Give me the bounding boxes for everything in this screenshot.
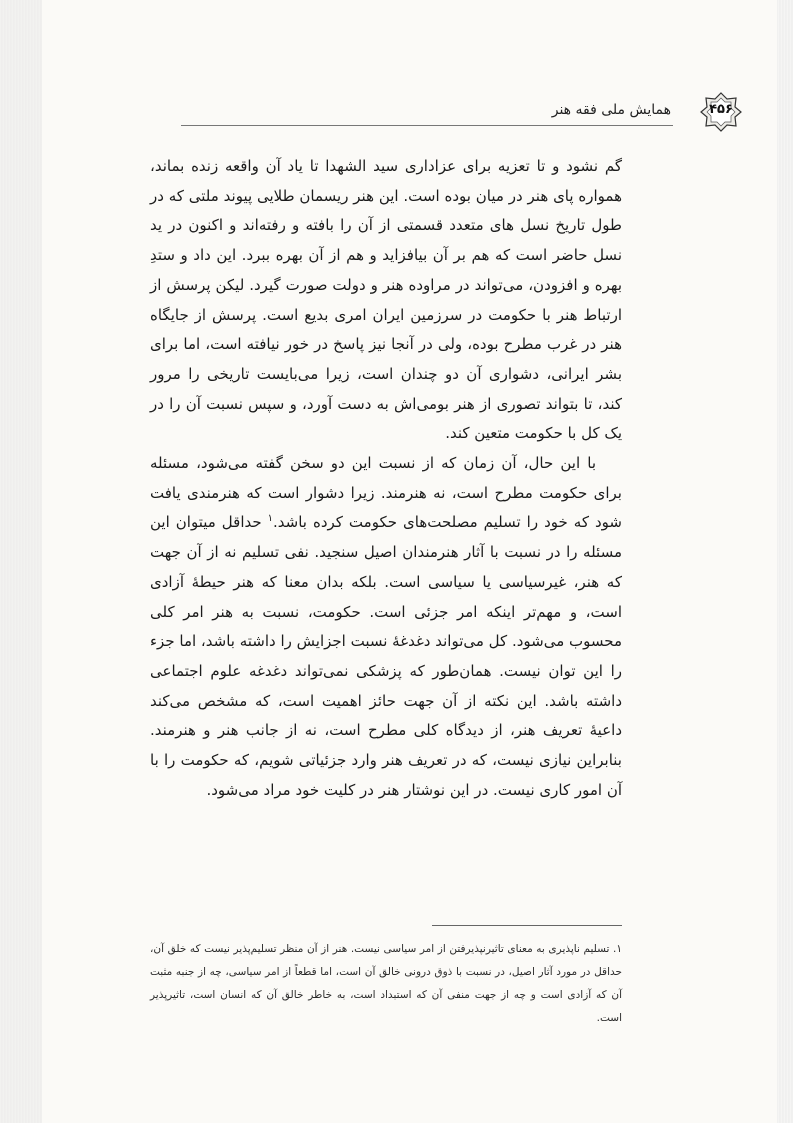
paragraph-2 [150, 449, 622, 805]
scan-edge-left [0, 0, 42, 1123]
paragraph-1: گم نشود و تا تعزیه برای عزاداری سید الشهدا تا یاد آن واقعه زنده بماند، همواره پای هنر در میان بوده است. این هنر ریسمان طلایی پیوند ملتی که در طول تاریخ نسل های متعدد قسمتی از آن را بافته و رفته‌اند و اکنون در ید نسل حاضر است که هم بر آن بیافزاید و هم از آن بهره ببرد. این داد و ستدِ بهره و افزودن، می‌تواند در مراوده هنر و دولت صورت گیرد. لیکن پرسش از ارتباط هنر با حکومت در سرزمین ایران امری بدیع است. پرسش از جایگاه هنر در غرب مطرح بوده، ولی در آنجا نیز پاسخ در خور نیافته است، اما برای بشر ایرانی، دشواری آن دو چندان است، زیرا می‌بایست تاریخی را مرور کند، تا بتواند تصوری از هنر بومی‌اش به دست آورد، و سپس نسبت آن را در یک کل با حکومت متعین کند. [150, 157, 622, 443]
body-text [150, 152, 622, 805]
page-number: ۴۵۶ [709, 102, 733, 117]
footnote-reference: ۱ [267, 513, 274, 525]
running-title: همایش ملی فقه هنر [551, 102, 671, 118]
scan-edge-right [777, 0, 793, 1123]
page-number-ornament [699, 91, 743, 133]
paragraph-2-part-1: با این حال، آن زمان که از نسبت این دو سخن گفته می‌شود، مسئله برای حکومت مطرح است، نه هنرمند. زیرا دشوار است که هنرمندی یافت شود که خود را تسلیم مصلحت‌های حکومت کرده باشد. [150, 454, 622, 532]
header-rule [181, 125, 673, 126]
footnote: ۱. تسلیم ناپذیری به معنای تاثیرنپذیرفتن از امر سیاسی نیست. هنر از آن منظر تسلیم‌پذیر نیست که خلق آن، حداقل در مورد آثار اصیل، در نسبت با ذوق درونی خالق آن است، اما قطعاً از امر سیاسی، چه از جنبه مثبت آن که آزادی است و چه از جهت منفی آن که استبداد است، به خاطر خالق آن که انسان است، تاثیرپذیر است. [150, 943, 622, 1024]
footnote-rule [432, 925, 622, 926]
paragraph-2-part-2: حداقل میتوان این مسئله را در نسبت با آثار هنرمندان اصیل سنجید. نفی تسلیم نه از آن جهت که هنر، غیرسیاسی یا سیاسی است. بلکه بدان معنا که هنر حیطهٔ آزادی است، و مهم‌تر اینکه امر جزئی است. حکومت، نسبت به هنر امر کلی محسوب می‌شود. کل می‌تواند دغدغهٔ نسبت اجزایش را داشته باشد، اما جزء را این توان نیست. همان‌طور که پزشکی نمی‌تواند دغدغه علوم اجتماعی داشته باشد. این نکته از آن جهت حائز اهمیت است، که مشخص می‌کند داعیهٔ تعریف هنر، از دیدگاه کلی مطرح است، نه از جانب هنر و هنرمند. بنابراین نیازی نیست، که در تعریف هنر وارد جزئیاتی شویم، که حکومت را با آن امور کاری نیست. در این نوشتار هنر در کلیت خود مراد می‌شود. [150, 513, 622, 799]
running-header [181, 95, 733, 135]
